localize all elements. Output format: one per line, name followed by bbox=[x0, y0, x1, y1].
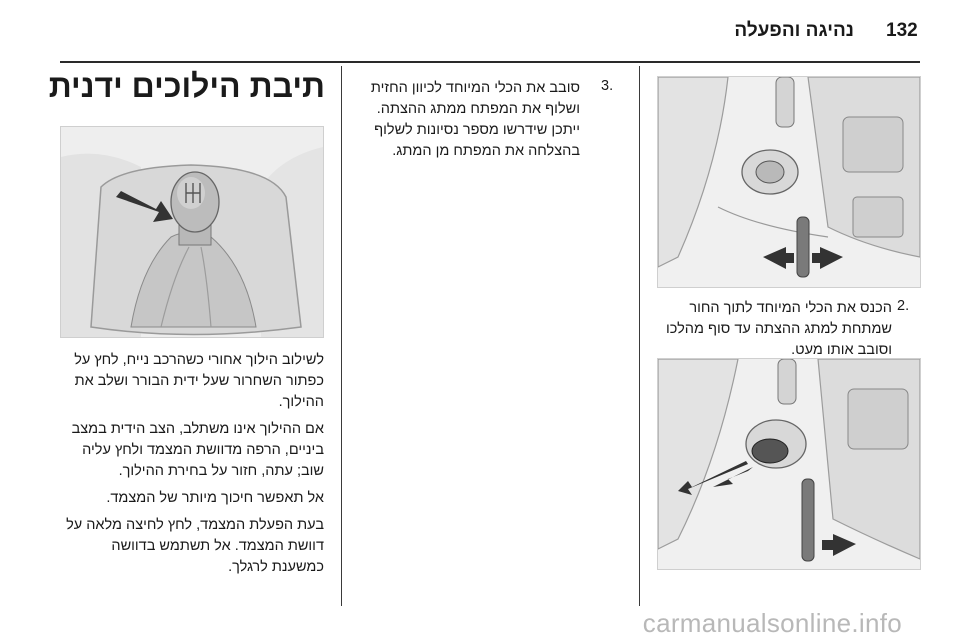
page-header bbox=[0, 0, 960, 60]
key-removal-figure bbox=[657, 358, 921, 570]
column-divider-right bbox=[639, 66, 640, 606]
page-number: 132 bbox=[886, 20, 918, 41]
paragraph-reverse-gear: לשילוב הילוך אחורי כשהרכב נייח, לחץ על כפתור השחרור שעל ידית הבורר ושלב את ההילוך. bbox=[74, 352, 324, 410]
column-divider-left bbox=[341, 66, 342, 606]
gear-knob-icon bbox=[61, 127, 323, 337]
step-3-text: סובב את הכלי המיוחד לכיוון החזית ושלוף את המפתח ממתג ההצתה. ייתכן שידרשו מספר נסיונות לשלוף בהצלחה את המפתח מן המתג. bbox=[370, 80, 580, 159]
header-divider bbox=[60, 61, 920, 63]
key-removal-icon bbox=[658, 359, 920, 569]
manual-body-text bbox=[60, 350, 324, 584]
step-2-text: הכנס את הכלי המיוחד לתוך החור שמתחת למתג ההצתה עד סוף מהלכו וסובב אותו מעט. bbox=[666, 300, 892, 358]
main-heading: תיבת הילוכים ידנית bbox=[48, 68, 325, 104]
watermark: carmanualsonline.info bbox=[642, 608, 902, 638]
paragraph-gear-not-engaging: אם ההילוך אינו משתלב, הצב הידית במצב ביניים, הרפה מדוושת המצמד ולחץ עליה שוב; עתה, חזור על בחירת ההילוך. bbox=[71, 421, 324, 479]
ignition-switch-icon bbox=[658, 77, 920, 287]
paragraph-clutch-pedal: בעת הפעלת המצמד, לחץ לחיצה מלאה על דוושת המצמד. אל תשתמש בדוושה כמשענת לרגלך. bbox=[66, 517, 324, 575]
gear-knob-figure bbox=[60, 126, 324, 338]
step-3-number: 3. bbox=[601, 78, 614, 94]
step-2-number: 2. bbox=[897, 298, 910, 314]
section-title: נהיגה והפעלה bbox=[734, 20, 854, 41]
ignition-tool-figure bbox=[657, 76, 921, 288]
paragraph-clutch-slip: אל תאפשר חיכוך מיותר של המצמד. bbox=[106, 490, 324, 506]
